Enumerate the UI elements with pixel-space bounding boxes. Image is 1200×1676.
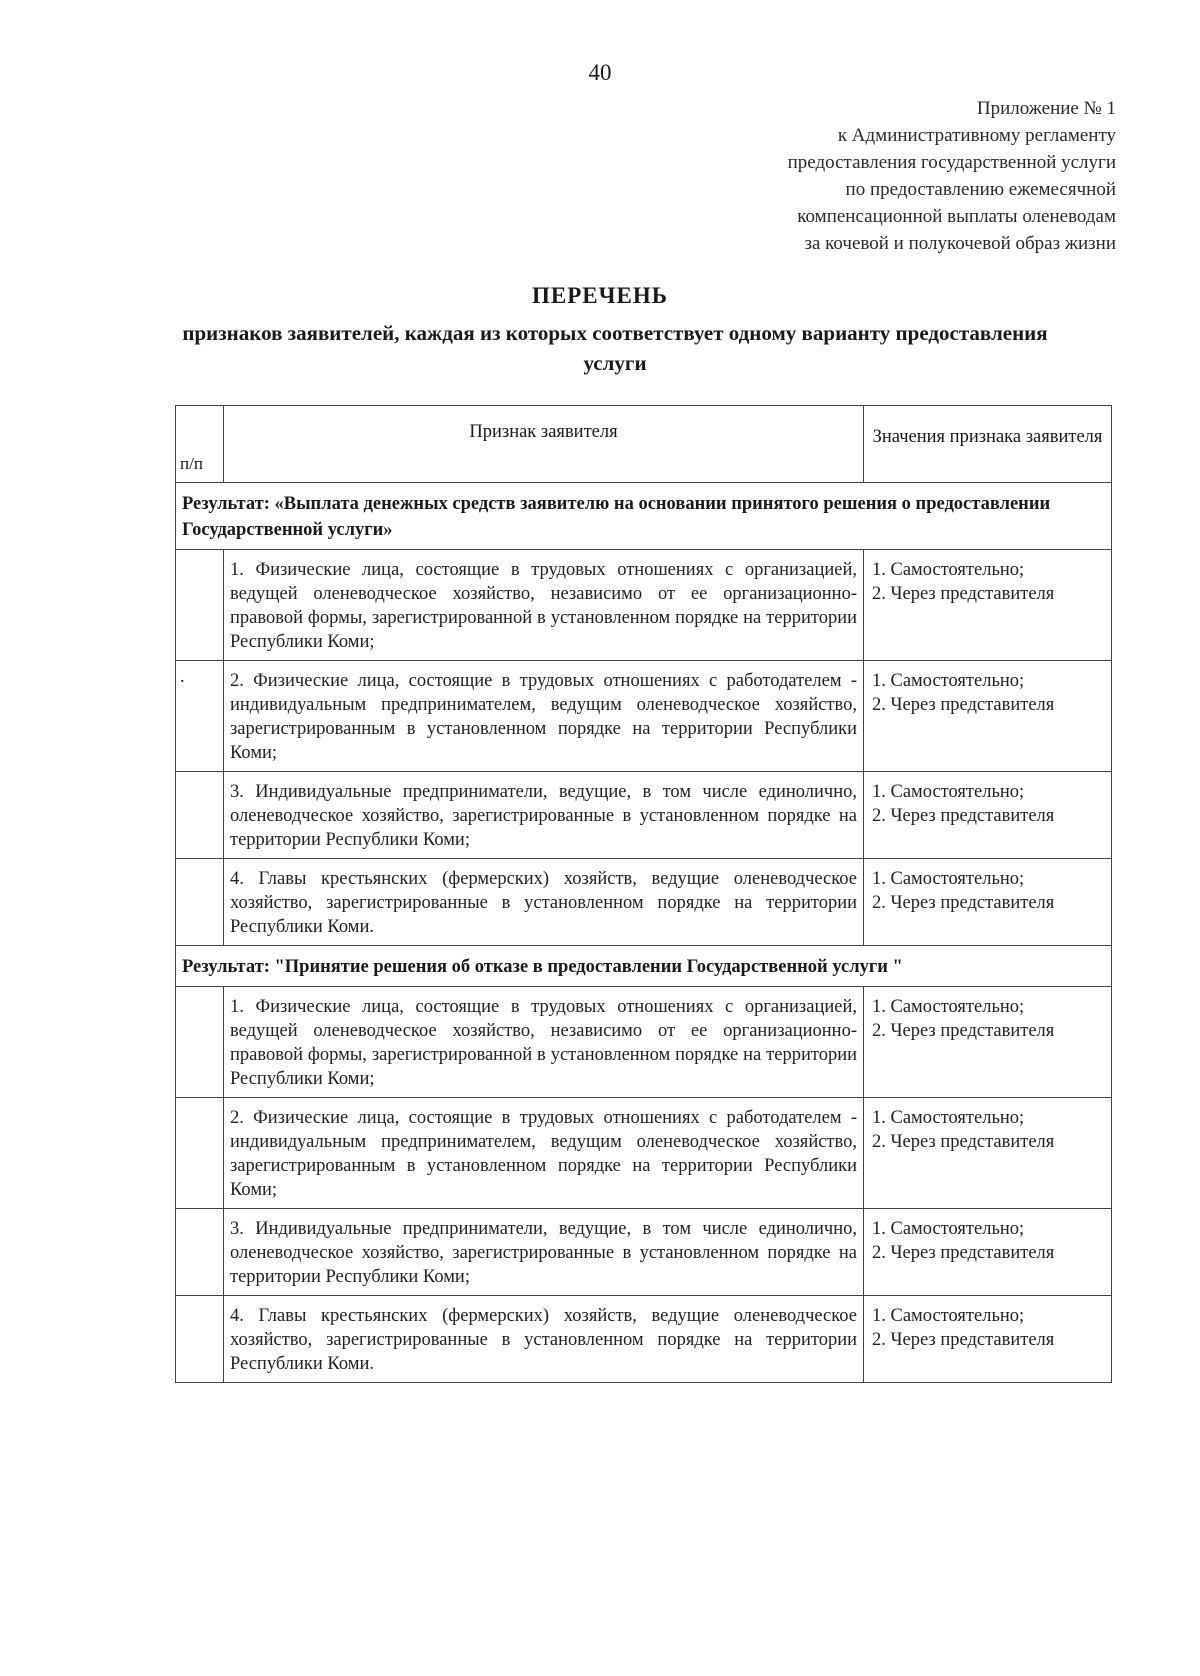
sign-values: [864, 661, 1112, 772]
row-number: [176, 987, 224, 1098]
sign-value: 1. Самостоятельно;: [872, 869, 1025, 889]
table-row: [176, 550, 1112, 661]
table-row: [176, 859, 1112, 946]
page-number: 40: [588, 60, 612, 85]
header-sign: Признак заявителя: [224, 406, 864, 483]
result-heading: Результат: "Принятие решения об отказе в предоставлении Государственной услуги ": [176, 946, 1112, 987]
sign-values: [864, 1098, 1112, 1209]
header-num: п/п: [176, 406, 224, 483]
table-row: [176, 987, 1112, 1098]
sign-value: 2. Через представителя: [872, 893, 1055, 913]
applicant-sign: 4. Главы крестьянских (фермерских) хозяйств, ведущие оленеводческое хозяйство, зарегистрированные в установленном порядке на территории Республики Коми.: [224, 859, 864, 946]
row-number: [176, 550, 224, 661]
sign-value: 1. Самостоятельно;: [872, 1219, 1025, 1239]
sign-values: [864, 859, 1112, 946]
applicant-sign: 1. Физические лица, состоящие в трудовых отношениях с организацией, ведущей оленеводческое хозяйство, независимо от ее организационно-правовой формы, зарегистрированной в установленном порядке на территории Республики Коми;: [224, 550, 864, 661]
applicant-sign: 2. Физические лица, состоящие в трудовых отношениях с работодателем - индивидуальным предпринимателем, ведущим оленеводческое хозяйство, зарегистрированным в установленном порядке на территории Республики Коми;: [224, 1098, 864, 1209]
sign-value: 2. Через представителя: [872, 1021, 1055, 1041]
sign-value: 2. Через представителя: [872, 1330, 1055, 1350]
appendix-block: [596, 95, 1116, 257]
table-row: [176, 1098, 1112, 1209]
sign-value: 2. Через представителя: [872, 695, 1055, 715]
sign-values: [864, 1296, 1112, 1383]
applicant-sign: 1. Физические лица, состоящие в трудовых отношениях с организацией, ведущей оленеводческое хозяйство, независимо от ее организационно-правовой формы, зарегистрированной в установленном порядке на территории Республики Коми;: [224, 987, 864, 1098]
sign-value: 1. Самостоятельно;: [872, 560, 1025, 580]
applicant-sign: 4. Главы крестьянских (фермерских) хозяйств, ведущие оленеводческое хозяйство, зарегистрированные в установленном порядке на территории Республики Коми.: [224, 1296, 864, 1383]
applicant-sign: 3. Индивидуальные предприниматели, ведущие, в том числе единолично, оленеводческое хозяйство, зарегистрированные в установленном порядке на территории Республики Коми;: [224, 772, 864, 859]
sign-value: 2. Через представителя: [872, 1243, 1055, 1263]
sign-values: [864, 1209, 1112, 1296]
sign-value: 2. Через представителя: [872, 1132, 1055, 1152]
row-number: [176, 859, 224, 946]
table-row: [176, 1209, 1112, 1296]
sign-value: 1. Самостоятельно;: [872, 997, 1025, 1017]
applicant-sign: 3. Индивидуальные предприниматели, ведущие, в том числе единолично, оленеводческое хозяйство, зарегистрированные в установленном порядке на территории Республики Коми;: [224, 1209, 864, 1296]
sign-value: 1. Самостоятельно;: [872, 1306, 1025, 1326]
sign-value: 1. Самостоятельно;: [872, 782, 1025, 802]
sign-value: 2. Через представителя: [872, 584, 1055, 604]
header-value: Значения признака заявителя: [864, 406, 1112, 483]
document-subtitle: признаков заявителей, каждая из которых соответствует одному варианту предоставления услуги: [182, 321, 1048, 375]
row-number: [176, 1098, 224, 1209]
result-heading: Результат: «Выплата денежных средств заявителю на основании принятого решения о предоставлении Государственной услуги»: [176, 483, 1112, 550]
appendix-line: предоставления государственной услуги: [787, 152, 1116, 173]
sign-values: [864, 772, 1112, 859]
table-row: [176, 772, 1112, 859]
applicant-sign: 2. Физические лица, состоящие в трудовых отношениях с работодателем - индивидуальным предпринимателем, ведущим оленеводческое хозяйство, зарегистрированным в установленном порядке на территории Республики Коми;: [224, 661, 864, 772]
row-number: .: [176, 661, 224, 772]
table-row: [176, 1296, 1112, 1383]
table-row: [176, 661, 1112, 772]
applicant-signs-table: [175, 405, 1112, 1383]
table-body: [176, 406, 1112, 1383]
document-title: ПЕРЕЧЕНЬ: [532, 283, 668, 308]
sign-value: 1. Самостоятельно;: [872, 1108, 1025, 1128]
sign-values: [864, 987, 1112, 1098]
appendix-line: компенсационной выплаты оленеводам: [797, 206, 1116, 227]
row-number: [176, 1209, 224, 1296]
appendix-line: по предоставлению ежемесячной: [845, 179, 1116, 200]
row-number: [176, 1296, 224, 1383]
table-header-row: [176, 406, 1112, 483]
appendix-line: Приложение № 1: [976, 98, 1116, 119]
sign-value: 1. Самостоятельно;: [872, 671, 1025, 691]
sign-values: [864, 550, 1112, 661]
row-number: [176, 772, 224, 859]
sign-value: 2. Через представителя: [872, 806, 1055, 826]
appendix-line: за кочевой и полукочевой образ жизни: [804, 233, 1116, 254]
appendix-line: к Административному регламенту: [837, 125, 1116, 146]
result-row: [176, 483, 1112, 550]
result-row: [176, 946, 1112, 987]
